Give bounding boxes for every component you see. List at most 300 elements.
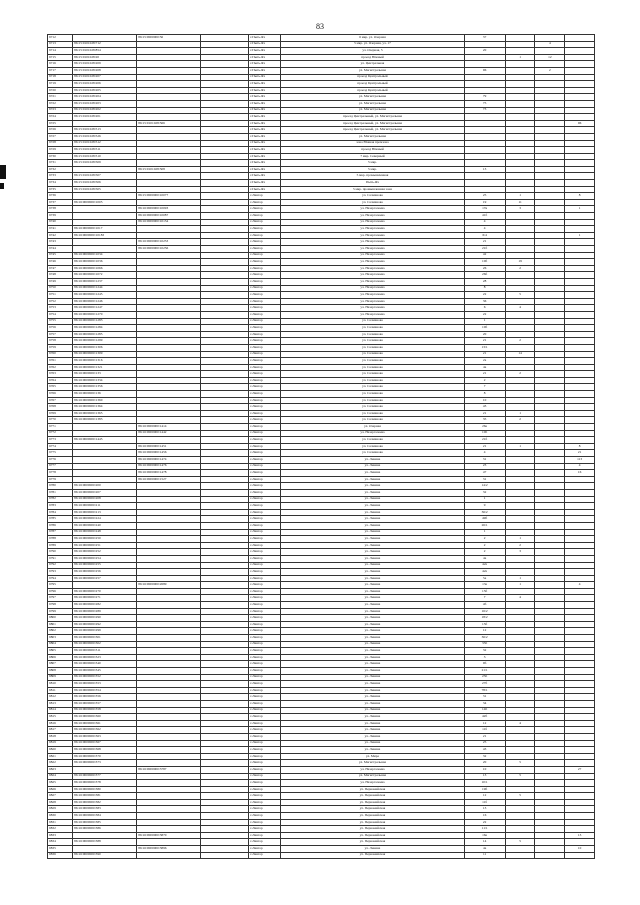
cadastral-number-alt-cell [137,265,201,272]
city-cell: г.Пыть-Ях [249,61,281,68]
cadastral-number-alt-cell [137,391,201,398]
extra-cell [201,476,249,483]
flat-cell [535,813,565,820]
flat-cell [535,516,565,523]
row-number-cell: 9728 [48,140,73,147]
room-cell [565,278,595,285]
city-cell: г.Лянтор [249,206,281,213]
house-cell [464,186,505,193]
city-cell: г.Лянтор [249,292,281,299]
house-cell: 25 [464,740,505,747]
address-cell: ул. Салманова [281,351,464,358]
cadastral-number-cell: 86:16:0000000:360 [73,714,137,721]
building-cell [505,272,535,279]
building-cell [505,635,535,642]
room-cell [565,318,595,325]
house-cell: 43 [464,747,505,754]
house-cell: 4 [464,450,505,457]
cadastral-number-alt-cell [137,522,201,529]
extra-cell [201,582,249,589]
row-number-cell: 9810 [48,681,73,688]
city-cell: г.Лянтор [249,285,281,292]
city-cell: г.Пыть-Ях [249,153,281,160]
cadastral-number-cell: 86:15:0101028:506 [73,180,137,187]
extra-cell [201,780,249,787]
address-cell: ул. Ленина [281,549,464,556]
house-cell [464,81,505,88]
house-cell: 21б [464,437,505,444]
cadastral-number-cell [73,766,137,773]
flat-cell [535,536,565,543]
house-cell: 13 [464,166,505,173]
address-cell: ул. Озерная, 5 [281,48,464,55]
cadastral-number-cell: 86:16:0000000:1283 [73,318,137,325]
cadastral-number-cell: 86:16:0000000:357 [73,700,137,707]
flat-cell [535,648,565,655]
city-cell: г.Пыть-Ях [249,127,281,134]
room-cell [565,483,595,490]
city-cell: г.Лянтор [249,793,281,800]
room-cell [565,41,595,48]
row-number-cell: 9830 [48,813,73,820]
cadastral-number-alt-cell [137,555,201,562]
cadastral-number-alt-cell: 86:16:0000000:1478 [137,470,201,477]
cadastral-number-alt-cell [137,707,201,714]
extra-cell [201,351,249,358]
house-cell [464,61,505,68]
extra-cell [201,799,249,806]
extra-cell [201,199,249,206]
extra-cell [201,252,249,259]
address-cell: ул. Ленина [281,733,464,740]
table-row [48,562,595,569]
flat-cell [535,199,565,206]
table-row [48,615,595,622]
cadastral-number-cell: 86:16:0000000:248 [73,529,137,536]
table-row [48,773,595,780]
building-cell [505,377,535,384]
row-number-cell: 9749 [48,278,73,285]
house-cell: 2 [464,536,505,543]
cadastral-number-alt-cell [137,529,201,536]
cadastral-number-alt-cell [137,410,201,417]
cadastral-number-alt-cell [137,318,201,325]
building-cell [505,786,535,793]
building-cell [505,311,535,318]
house-cell: 14 [464,839,505,846]
row-number-cell: 9775 [48,450,73,457]
table-row [48,483,595,490]
flat-cell [535,305,565,312]
house-cell: 17в [464,206,505,213]
cadastral-number-alt-cell [137,733,201,740]
city-cell: г.Лянтор [249,278,281,285]
cadastral-number-alt-cell [137,700,201,707]
row-number-cell: 9827 [48,793,73,800]
cadastral-number-cell [73,430,137,437]
address-cell: ул. Салманова [281,377,464,384]
row-number-cell: 9818 [48,733,73,740]
table-row [48,681,595,688]
cadastral-number-cell: 86:16:0000000:240 [73,522,137,529]
address-cell: ул. Ленина [281,542,464,549]
address-cell: ул. Салманова [281,338,464,345]
building-cell [505,67,535,74]
city-cell: г.Лянтор [249,232,281,239]
city-cell: г.Лянтор [249,733,281,740]
address-cell: ул. Ленина [281,575,464,582]
room-cell [565,569,595,576]
room-cell [565,476,595,483]
city-cell: г.Лянтор [249,595,281,602]
extra-cell [201,529,249,536]
house-cell: 6/4 [464,232,505,239]
cadastral-number-alt-cell [137,720,201,727]
cadastral-number-alt-cell [137,668,201,675]
address-cell: ул. Ленина [281,727,464,734]
row-number-cell: 9736 [48,193,73,200]
flat-cell [535,351,565,358]
row-number-cell: 9825 [48,780,73,787]
address-cell: зона Южная промзона [281,140,464,147]
address-cell: ул. Назаргалеева [281,285,464,292]
extra-cell [201,173,249,180]
building-cell [505,852,535,859]
cadastral-number-alt-cell [137,364,201,371]
house-cell: 2 [464,542,505,549]
cadastral-number-alt-cell: 86:16:0000000:2689 [137,582,201,589]
table-row [48,760,595,767]
cadastral-number-cell [73,846,137,853]
city-cell: г.Лянтор [249,799,281,806]
house-cell [464,54,505,61]
flat-cell [535,522,565,529]
room-cell [565,819,595,826]
house-cell [464,114,505,121]
city-cell: г.Лянтор [249,562,281,569]
room-cell [565,542,595,549]
table-row [48,87,595,94]
table-row [48,826,595,833]
room-cell: 1 [565,232,595,239]
extra-cell [201,371,249,378]
address-cell: ул. Ленина [281,668,464,675]
table-row [48,733,595,740]
room-cell [565,180,595,187]
cadastral-number-cell: 86:16:0000000:133 [73,371,137,378]
cadastral-number-cell [73,166,137,173]
house-cell [464,87,505,94]
house-cell: 32 [464,648,505,655]
row-number-cell: 9778 [48,470,73,477]
extra-cell [201,94,249,101]
flat-cell [535,846,565,853]
address-cell: ул. Ленина [281,503,464,510]
house-cell: 21/1 [464,668,505,675]
room-cell [565,424,595,431]
cadastral-number-cell [73,239,137,246]
extra-cell [201,496,249,503]
building-cell: 1 [505,410,535,417]
cadastral-number-alt-cell: 86:16:0000000:10087 [137,213,201,220]
house-cell: 1 [464,496,505,503]
address-cell: ул. Назаргалеева [281,272,464,279]
row-number-cell: 9773 [48,437,73,444]
address-cell: ул. Первомайская [281,832,464,839]
cadastral-number-alt-cell: 86:16:0000000:1476 [137,463,201,470]
flat-cell [535,470,565,477]
row-number-cell: 9713 [48,41,73,48]
building-cell [505,153,535,160]
city-cell: г.Лянтор [249,318,281,325]
room-cell [565,773,595,780]
room-cell [565,430,595,437]
extra-cell [201,331,249,338]
address-cell: ул. Магистральная [281,773,464,780]
cadastral-number-alt-cell [137,621,201,628]
extra-cell [201,404,249,411]
flat-cell [535,292,565,299]
cadastral-number-alt-cell [137,496,201,503]
table-row [48,48,595,55]
cadastral-number-alt-cell [137,417,201,424]
city-cell: г.Пыть-Ях [249,54,281,61]
building-cell [505,641,535,648]
room-cell [565,87,595,94]
cadastral-number-cell: 86:16:0000000:10183 [73,232,137,239]
extra-cell [201,575,249,582]
flat-cell [535,549,565,556]
city-cell: г.Лянтор [249,542,281,549]
cadastral-number-cell: 86:16:0000000:1334 [73,377,137,384]
city-cell: г.Лянтор [249,707,281,714]
flat-cell [535,259,565,266]
house-cell: 26/1 [464,522,505,529]
row-number-cell: 9774 [48,443,73,450]
extra-cell [201,740,249,747]
extra-cell [201,457,249,464]
house-cell: 31 [464,694,505,701]
row-number-cell: 9742 [48,232,73,239]
room-cell: 13 [565,832,595,839]
cadastral-number-cell [73,470,137,477]
cadastral-number-alt-cell [137,100,201,107]
house-cell: 4 [464,226,505,233]
room-cell [565,496,595,503]
address-cell: ул. Ленина [281,648,464,655]
cadastral-number-alt-cell [137,839,201,846]
room-cell: 8 [565,443,595,450]
building-cell [505,819,535,826]
table-row [48,635,595,642]
building-cell [505,246,535,253]
register-table-body [48,35,595,859]
address-cell: ул. Салманова [281,410,464,417]
house-cell [464,153,505,160]
address-cell: ул. Ленина [281,714,464,721]
row-number-cell: 9782 [48,496,73,503]
row-number-cell: 9802 [48,628,73,635]
city-cell: г.Лянтор [249,602,281,609]
flat-cell [535,740,565,747]
address-cell: ул. Магистральная [281,67,464,74]
house-cell: 1 [464,318,505,325]
cadastral-number-cell: 86:16:0000000:257 [73,575,137,582]
house-cell: 11 [464,852,505,859]
table-row [48,219,595,226]
building-cell: 1 [505,575,535,582]
row-number-cell: 9828 [48,799,73,806]
cadastral-number-alt-cell [137,516,201,523]
room-cell [565,694,595,701]
extra-cell [201,714,249,721]
city-cell: г.Лянтор [249,325,281,332]
extra-cell [201,450,249,457]
house-cell: 32 [464,753,505,760]
table-row [48,819,595,826]
room-cell [565,786,595,793]
extra-cell [201,54,249,61]
cadastral-number-cell: 86:16:0000000:1270 [73,311,137,318]
extra-cell [201,503,249,510]
extra-cell [201,694,249,701]
cadastral-number-cell: 86:15:0101028:201 [73,114,137,121]
row-number-cell: 9764 [48,377,73,384]
extra-cell [201,839,249,846]
house-cell: 9б [464,661,505,668]
building-cell [505,687,535,694]
cadastral-number-cell: 86:16:0000000:354 [73,687,137,694]
city-cell: г.Пыть-Ях [249,120,281,127]
cadastral-number-cell: 86:15:0101028:526 [73,133,137,140]
address-cell: ул. Ленина [281,569,464,576]
cadastral-number-cell [73,35,137,42]
flat-cell [535,371,565,378]
row-number-cell: 9779 [48,476,73,483]
row-number-cell: 9834 [48,839,73,846]
table-row [48,437,595,444]
flat-cell [535,48,565,55]
cadastral-number-cell: 86:16:0000000:368 [73,747,137,754]
house-cell: 73 [464,107,505,114]
house-cell: 23б [464,674,505,681]
extra-cell [201,219,249,226]
cadastral-number-cell: 86:15:0101028:513 [73,127,137,134]
extra-cell [201,615,249,622]
extra-cell [201,160,249,167]
extra-cell [201,516,249,523]
row-number-cell: 9784 [48,509,73,516]
cadastral-number-cell [73,457,137,464]
building-cell [505,615,535,622]
house-cell: 10б [464,430,505,437]
extra-cell [201,733,249,740]
table-row [48,780,595,787]
flat-cell [535,483,565,490]
cadastral-number-cell: 86:16:0000000:1036 [73,259,137,266]
address-cell: ул. Ленина [281,846,464,853]
flat-cell [535,786,565,793]
flat-cell [535,114,565,121]
building-cell [505,331,535,338]
address-cell: ул. Ленина [281,628,464,635]
table-row [48,318,595,325]
room-cell [565,826,595,833]
row-number-cell: 9755 [48,318,73,325]
cadastral-number-alt-cell: 86:16:0000000:3870 [137,832,201,839]
house-cell: 27б [464,681,505,688]
room-cell [565,259,595,266]
cadastral-number-cell: 86:16:0000000:1321 [73,364,137,371]
building-cell [505,180,535,187]
address-cell: ул. Салманова [281,450,464,457]
row-number-cell: 9795 [48,582,73,589]
row-number-cell: 9743 [48,239,73,246]
address-cell: ул. Ленина [281,687,464,694]
table-row [48,654,595,661]
address-cell: ул. Ленина [281,740,464,747]
row-number-cell: 9719 [48,81,73,88]
cadastral-number-cell: 86:16:0000000:256 [73,569,137,576]
table-row [48,595,595,602]
building-cell [505,681,535,688]
house-cell [464,140,505,147]
row-number-cell: 9817 [48,727,73,734]
table-row [48,325,595,332]
cadastral-number-alt-cell [137,813,201,820]
flat-cell [535,661,565,668]
building-cell [505,430,535,437]
building-cell [505,318,535,325]
room-cell [565,54,595,61]
cadastral-number-alt-cell [137,575,201,582]
city-cell: г.Лянтор [249,417,281,424]
address-cell: ул. Салманова [281,318,464,325]
row-number-cell: 9763 [48,371,73,378]
table-row [48,61,595,68]
cadastral-number-cell: 86:16:0000000:271 [73,595,137,602]
room-cell [565,246,595,253]
flat-cell [535,147,565,154]
extra-cell [201,265,249,272]
flat-cell [535,608,565,615]
address-cell: ул. Салманова [281,344,464,351]
cadastral-number-cell: 86:15:0101028:505 [73,186,137,193]
table-row [48,747,595,754]
cadastral-number-alt-cell: 86:16:0000000:1527 [137,476,201,483]
cadastral-number-cell [73,443,137,450]
cadastral-number-alt-cell [137,641,201,648]
house-cell: 7 [464,384,505,391]
house-cell: 36/2 [464,635,505,642]
extra-cell [201,483,249,490]
cadastral-number-cell: 86:16:0000000:377 [73,773,137,780]
cadastral-number-alt-cell [137,173,201,180]
cadastral-number-cell: 86:15:0101028:206 [73,81,137,88]
cadastral-number-cell: 86:16:0000000:381 [73,793,137,800]
cadastral-number-cell [73,219,137,226]
building-cell [505,780,535,787]
room-cell: 96 [565,120,595,127]
city-cell: г.Лянтор [249,450,281,457]
cadastral-number-alt-cell [137,588,201,595]
extra-cell [201,305,249,312]
extra-cell [201,384,249,391]
address-cell: ул. Ленина [281,707,464,714]
extra-cell [201,509,249,516]
cadastral-number-alt-cell [137,687,201,694]
house-cell: 18/2 [464,615,505,622]
